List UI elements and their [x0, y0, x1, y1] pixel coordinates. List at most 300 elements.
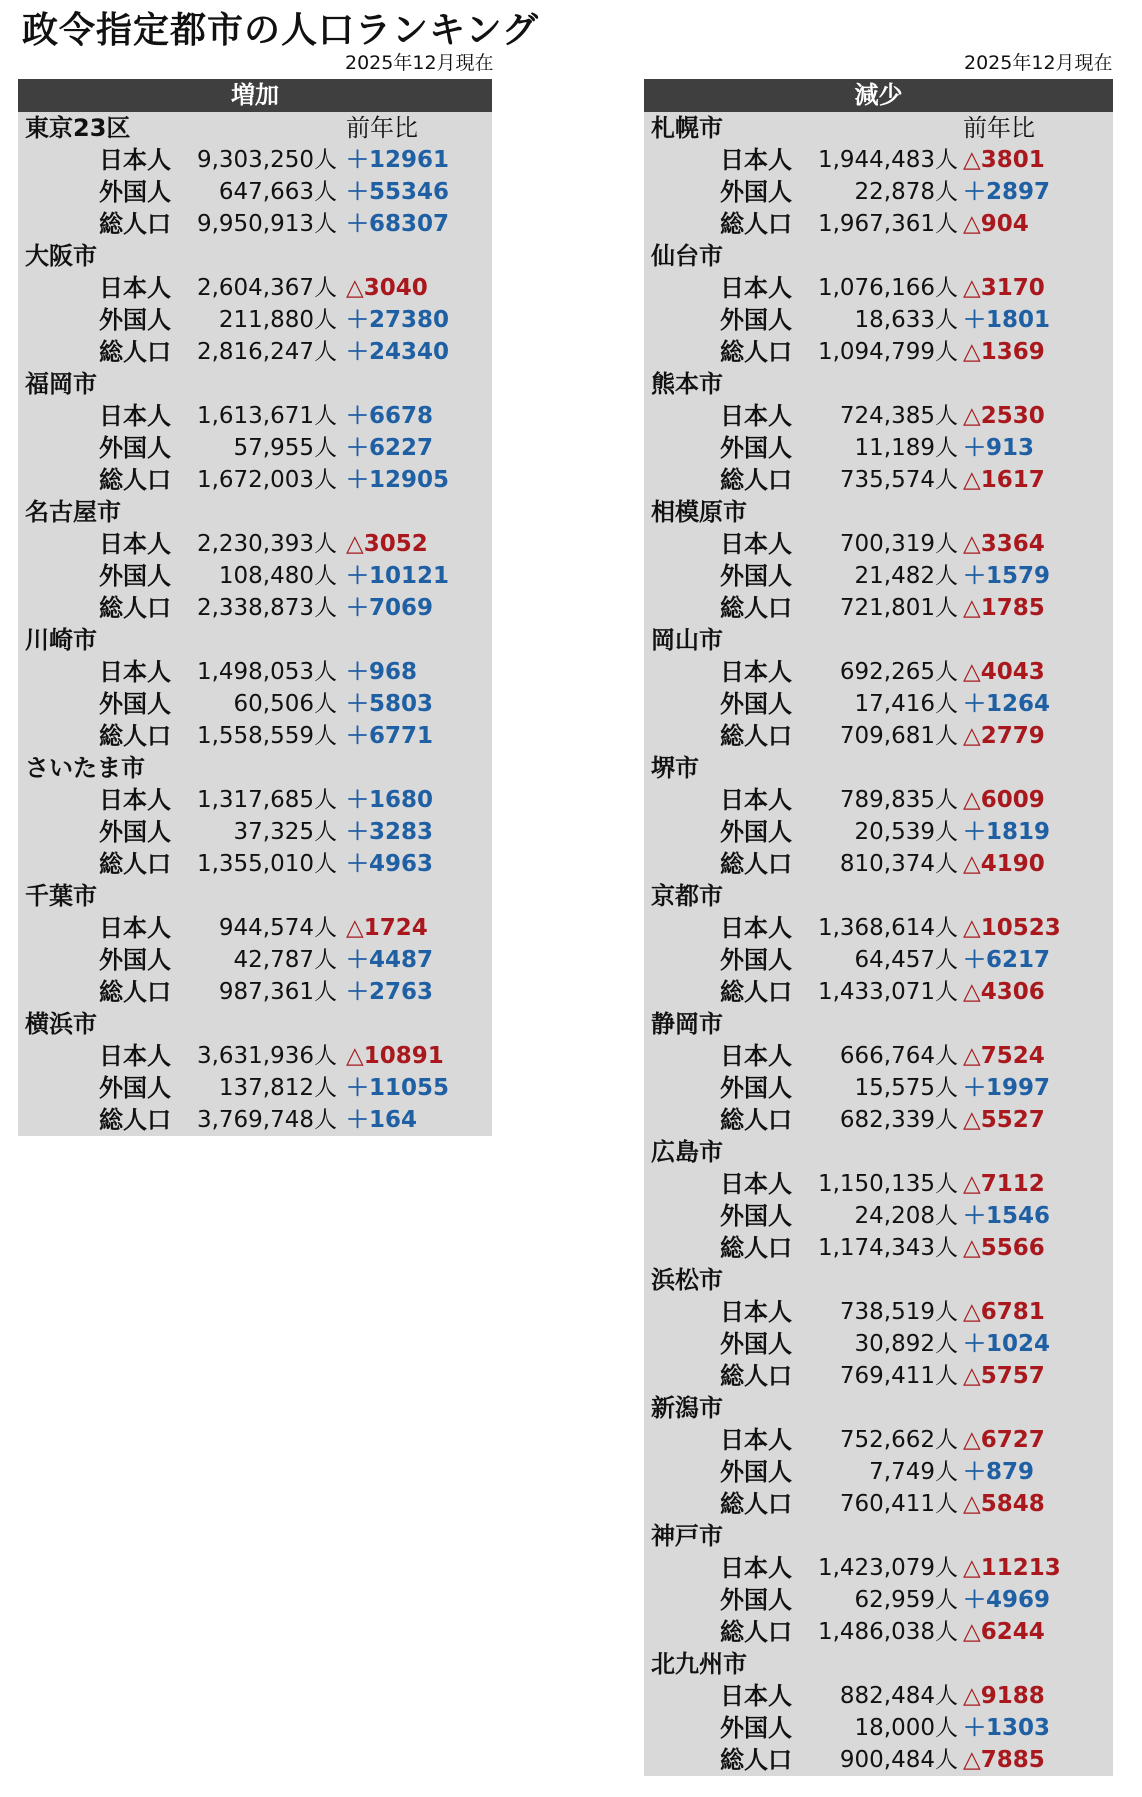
table-row — [644, 1104, 1113, 1136]
city-row — [18, 240, 492, 272]
population-value: 724,385人 — [839, 403, 958, 429]
table-row — [18, 816, 492, 848]
population-value: 60,506人 — [233, 691, 337, 717]
yoy-change: ＋4969 — [963, 1587, 1051, 1613]
yoy-change: △3170 — [963, 275, 1045, 301]
yoy-change: △10891 — [346, 1043, 444, 1069]
table-row — [644, 1040, 1113, 1072]
city-name: 川崎市 — [25, 626, 97, 654]
table-row — [644, 1488, 1113, 1520]
population-value: 789,835人 — [839, 787, 958, 813]
yoy-change: △1785 — [963, 595, 1045, 621]
population-value: 2,816,247人 — [196, 339, 337, 365]
table-row — [18, 208, 492, 240]
population-value: 15,575人 — [854, 1075, 958, 1101]
category-label: 総人口 — [99, 978, 171, 1006]
population-value: 769,411人 — [839, 1363, 958, 1389]
category-label: 日本人 — [99, 402, 171, 430]
table-row — [644, 272, 1113, 304]
yoy-change: △3364 — [963, 531, 1045, 557]
population-value: 987,361人 — [218, 979, 337, 1005]
city-name: 大阪市 — [25, 242, 97, 270]
table-row — [18, 912, 492, 944]
population-value: 1,486,038人 — [817, 1619, 958, 1645]
table-row — [18, 464, 492, 496]
city-row — [644, 1264, 1113, 1296]
yoy-change: △904 — [963, 211, 1029, 237]
category-label: 総人口 — [99, 850, 171, 878]
city-name: 静岡市 — [651, 1010, 723, 1038]
category-label: 総人口 — [720, 1362, 792, 1390]
table-row — [644, 528, 1113, 560]
population-value: 692,265人 — [839, 659, 958, 685]
table-row — [644, 1456, 1113, 1488]
table-row — [644, 592, 1113, 624]
population-value: 752,662人 — [839, 1427, 958, 1453]
yoy-change: ＋164 — [346, 1107, 418, 1133]
increase-table — [18, 112, 492, 1136]
yoy-change: ＋55346 — [346, 179, 450, 205]
category-label: 日本人 — [99, 530, 171, 558]
category-label: 日本人 — [99, 658, 171, 686]
category-label: 総人口 — [720, 722, 792, 750]
yoy-change: ＋6227 — [346, 435, 434, 461]
city-name: 岡山市 — [651, 626, 723, 654]
population-value: 738,519人 — [839, 1299, 958, 1325]
yoy-change: △7885 — [963, 1747, 1045, 1773]
table-row — [18, 432, 492, 464]
population-value: 735,574人 — [839, 467, 958, 493]
city-name: 名古屋市 — [25, 498, 121, 526]
yoy-change: ＋12961 — [346, 147, 450, 173]
category-label: 総人口 — [720, 210, 792, 238]
category-label: 外国人 — [99, 434, 171, 462]
population-value: 1,174,343人 — [817, 1235, 958, 1261]
population-value: 1,368,614人 — [817, 915, 958, 941]
yoy-change: △5848 — [963, 1491, 1045, 1517]
yoy-change: ＋1579 — [963, 563, 1051, 589]
table-row — [644, 784, 1113, 816]
category-label: 日本人 — [720, 1554, 792, 1582]
yoy-change: △1369 — [963, 339, 1045, 365]
table-row — [644, 400, 1113, 432]
yoy-change: △6727 — [963, 1427, 1045, 1453]
yoy-change: ＋68307 — [346, 211, 450, 237]
city-row — [644, 1008, 1113, 1040]
category-label: 日本人 — [99, 1042, 171, 1070]
table-row — [644, 208, 1113, 240]
category-label: 日本人 — [720, 914, 792, 942]
population-value: 22,878人 — [854, 179, 958, 205]
category-label: 外国人 — [99, 306, 171, 334]
yoy-change: △6781 — [963, 1299, 1045, 1325]
yoy-change: ＋2897 — [963, 179, 1051, 205]
table-row — [644, 144, 1113, 176]
city-row — [644, 880, 1113, 912]
table-row — [644, 912, 1113, 944]
yoy-change: ＋879 — [963, 1459, 1035, 1485]
yoy-change: △3052 — [346, 531, 428, 557]
city-name: さいたま市 — [25, 754, 145, 782]
city-row — [18, 880, 492, 912]
category-label: 日本人 — [99, 146, 171, 174]
table-row — [18, 784, 492, 816]
yoy-change: △3801 — [963, 147, 1045, 173]
category-label: 外国人 — [720, 1330, 792, 1358]
table-row — [644, 816, 1113, 848]
population-value: 1,317,685人 — [196, 787, 337, 813]
as-of-date-left: 2025年12月現在 — [345, 52, 494, 74]
yoy-change: ＋1801 — [963, 307, 1051, 333]
population-value: 108,480人 — [218, 563, 337, 589]
population-value: 211,880人 — [218, 307, 337, 333]
table-row — [644, 1680, 1113, 1712]
yoy-change: ＋1997 — [963, 1075, 1051, 1101]
category-label: 外国人 — [99, 818, 171, 846]
table-row — [18, 528, 492, 560]
category-label: 日本人 — [99, 786, 171, 814]
category-label: 外国人 — [99, 178, 171, 206]
population-value: 11,189人 — [854, 435, 958, 461]
category-label: 総人口 — [720, 1234, 792, 1262]
city-row — [18, 368, 492, 400]
city-name: 新潟市 — [651, 1394, 723, 1422]
population-value: 57,955人 — [233, 435, 337, 461]
city-row — [644, 624, 1113, 656]
yoy-column-header: 前年比 — [963, 114, 1035, 142]
population-value: 20,539人 — [854, 819, 958, 845]
yoy-change: △1724 — [346, 915, 428, 941]
population-value: 64,457人 — [854, 947, 958, 973]
city-name: 相模原市 — [651, 498, 747, 526]
table-row — [644, 1584, 1113, 1616]
category-label: 日本人 — [99, 274, 171, 302]
population-value: 1,498,053人 — [196, 659, 337, 685]
population-value: 37,325人 — [233, 819, 337, 845]
category-label: 外国人 — [720, 1586, 792, 1614]
category-label: 外国人 — [720, 1074, 792, 1102]
increase-panel — [18, 79, 492, 1136]
yoy-change: △6244 — [963, 1619, 1045, 1645]
yoy-change: ＋24340 — [346, 339, 450, 365]
city-row — [18, 624, 492, 656]
population-value: 810,374人 — [839, 851, 958, 877]
population-value: 1,076,166人 — [817, 275, 958, 301]
table-row — [644, 464, 1113, 496]
city-name: 神戸市 — [651, 1522, 723, 1550]
yoy-change: ＋1819 — [963, 819, 1051, 845]
yoy-change: ＋6771 — [346, 723, 434, 749]
city-name: 福岡市 — [25, 370, 97, 398]
page-title: 政令指定都市の人口ランキング — [22, 10, 539, 51]
category-label: 日本人 — [720, 274, 792, 302]
yoy-change: △1617 — [963, 467, 1045, 493]
yoy-change: △7524 — [963, 1043, 1045, 1069]
category-label: 外国人 — [720, 306, 792, 334]
table-row — [18, 144, 492, 176]
yoy-change: ＋4487 — [346, 947, 434, 973]
population-value: 2,338,873人 — [196, 595, 337, 621]
city-row — [18, 112, 492, 144]
table-row — [644, 1712, 1113, 1744]
category-label: 外国人 — [720, 434, 792, 462]
category-label: 総人口 — [99, 722, 171, 750]
city-row — [644, 240, 1113, 272]
city-row — [18, 752, 492, 784]
table-row — [18, 848, 492, 880]
population-value: 3,631,936人 — [196, 1043, 337, 1069]
yoy-change: △7112 — [963, 1171, 1045, 1197]
table-row — [18, 720, 492, 752]
table-row — [644, 976, 1113, 1008]
population-value: 18,000人 — [854, 1715, 958, 1741]
city-name: 東京23区 — [25, 114, 131, 142]
decrease-table — [644, 112, 1113, 1776]
category-label: 総人口 — [99, 466, 171, 494]
city-name: 浜松市 — [651, 1266, 723, 1294]
yoy-change: ＋11055 — [346, 1075, 450, 1101]
category-label: 外国人 — [720, 690, 792, 718]
yoy-change: ＋913 — [963, 435, 1035, 461]
table-row — [18, 656, 492, 688]
yoy-change: △5527 — [963, 1107, 1045, 1133]
category-label: 外国人 — [99, 562, 171, 590]
category-label: 総人口 — [99, 1106, 171, 1134]
category-label: 総人口 — [720, 338, 792, 366]
category-label: 総人口 — [99, 338, 171, 366]
city-row — [18, 496, 492, 528]
population-value: 709,681人 — [839, 723, 958, 749]
yoy-change: ＋2763 — [346, 979, 434, 1005]
category-label: 総人口 — [720, 978, 792, 1006]
table-row — [18, 976, 492, 1008]
city-name: 札幌市 — [651, 114, 723, 142]
city-row — [644, 1136, 1113, 1168]
table-row — [644, 688, 1113, 720]
population-value: 1,613,671人 — [196, 403, 337, 429]
decrease-panel — [644, 79, 1113, 1776]
category-label: 総人口 — [720, 1746, 792, 1774]
category-label: 日本人 — [720, 1682, 792, 1710]
population-value: 882,484人 — [839, 1683, 958, 1709]
yoy-change: ＋27380 — [346, 307, 450, 333]
table-row — [18, 304, 492, 336]
table-row — [18, 560, 492, 592]
table-row — [18, 272, 492, 304]
table-row — [644, 560, 1113, 592]
table-row — [644, 1616, 1113, 1648]
table-row — [18, 176, 492, 208]
city-name: 堺市 — [651, 754, 699, 782]
population-value: 9,303,250人 — [196, 147, 337, 173]
population-value: 24,208人 — [854, 1203, 958, 1229]
yoy-change: ＋4963 — [346, 851, 434, 877]
table-row — [644, 848, 1113, 880]
table-row — [644, 176, 1113, 208]
yoy-change: ＋10121 — [346, 563, 450, 589]
category-label: 外国人 — [720, 1202, 792, 1230]
population-value: 1,094,799人 — [817, 339, 958, 365]
category-label: 総人口 — [720, 594, 792, 622]
population-value: 760,411人 — [839, 1491, 958, 1517]
table-row — [18, 688, 492, 720]
city-name: 千葉市 — [25, 882, 97, 910]
city-name: 広島市 — [651, 1138, 723, 1166]
yoy-change: △3040 — [346, 275, 428, 301]
table-row — [18, 336, 492, 368]
yoy-change: ＋1024 — [963, 1331, 1051, 1357]
category-label: 外国人 — [720, 562, 792, 590]
category-label: 外国人 — [720, 178, 792, 206]
population-value: 42,787人 — [233, 947, 337, 973]
population-value: 944,574人 — [218, 915, 337, 941]
yoy-change: ＋7069 — [346, 595, 434, 621]
yoy-change: ＋1303 — [963, 1715, 1051, 1741]
city-name: 北九州市 — [651, 1650, 747, 1678]
table-row — [18, 400, 492, 432]
population-value: 1,150,135人 — [817, 1171, 958, 1197]
yoy-column-header: 前年比 — [346, 114, 418, 142]
category-label: 日本人 — [99, 914, 171, 942]
yoy-change: △4306 — [963, 979, 1045, 1005]
yoy-change: ＋1264 — [963, 691, 1051, 717]
category-label: 外国人 — [720, 946, 792, 974]
city-name: 仙台市 — [651, 242, 723, 270]
table-row — [644, 1424, 1113, 1456]
population-value: 3,769,748人 — [196, 1107, 337, 1133]
population-value: 647,663人 — [218, 179, 337, 205]
population-value: 18,633人 — [854, 307, 958, 333]
category-label: 日本人 — [720, 530, 792, 558]
city-row — [644, 368, 1113, 400]
category-label: 外国人 — [99, 1074, 171, 1102]
category-label: 外国人 — [720, 818, 792, 846]
table-row — [644, 720, 1113, 752]
yoy-change: △11213 — [963, 1555, 1061, 1581]
category-label: 日本人 — [720, 658, 792, 686]
population-value: 137,812人 — [218, 1075, 337, 1101]
category-label: 外国人 — [99, 690, 171, 718]
population-value: 721,801人 — [839, 595, 958, 621]
yoy-change: △10523 — [963, 915, 1061, 941]
category-label: 外国人 — [99, 946, 171, 974]
yoy-change: △5566 — [963, 1235, 1045, 1261]
category-label: 総人口 — [720, 1490, 792, 1518]
category-label: 日本人 — [720, 1298, 792, 1326]
table-row — [18, 1104, 492, 1136]
table-row — [644, 1296, 1113, 1328]
table-row — [644, 336, 1113, 368]
yoy-change: △2779 — [963, 723, 1045, 749]
population-value: 30,892人 — [854, 1331, 958, 1357]
city-row — [644, 1392, 1113, 1424]
population-value: 1,944,483人 — [817, 147, 958, 173]
table-row — [18, 944, 492, 976]
category-label: 日本人 — [720, 1426, 792, 1454]
as-of-date-right: 2025年12月現在 — [964, 52, 1113, 74]
category-label: 日本人 — [720, 786, 792, 814]
category-label: 日本人 — [720, 146, 792, 174]
category-label: 日本人 — [720, 1170, 792, 1198]
yoy-change: ＋6217 — [963, 947, 1051, 973]
city-name: 京都市 — [651, 882, 723, 910]
population-value: 17,416人 — [854, 691, 958, 717]
category-label: 総人口 — [99, 594, 171, 622]
table-row — [644, 1744, 1113, 1776]
category-label: 総人口 — [720, 466, 792, 494]
table-row — [18, 1072, 492, 1104]
population-value: 700,319人 — [839, 531, 958, 557]
category-label: 日本人 — [720, 1042, 792, 1070]
yoy-change: △6009 — [963, 787, 1045, 813]
increase-header: 増加 — [18, 79, 492, 112]
city-row — [644, 752, 1113, 784]
yoy-change: △4190 — [963, 851, 1045, 877]
table-row — [644, 432, 1113, 464]
population-value: 1,423,079人 — [817, 1555, 958, 1581]
population-value: 9,950,913人 — [196, 211, 337, 237]
population-value: 1,967,361人 — [817, 211, 958, 237]
population-value: 2,604,367人 — [196, 275, 337, 301]
yoy-change: ＋1546 — [963, 1203, 1051, 1229]
population-value: 21,482人 — [854, 563, 958, 589]
population-value: 1,433,071人 — [817, 979, 958, 1005]
yoy-change: △4043 — [963, 659, 1045, 685]
city-name: 横浜市 — [25, 1010, 97, 1038]
city-row — [644, 1520, 1113, 1552]
table-row — [644, 1328, 1113, 1360]
yoy-change: ＋1680 — [346, 787, 434, 813]
population-value: 62,959人 — [854, 1587, 958, 1613]
table-row — [18, 592, 492, 624]
category-label: 総人口 — [720, 1106, 792, 1134]
yoy-change: ＋968 — [346, 659, 418, 685]
city-row — [644, 496, 1113, 528]
table-row — [644, 1072, 1113, 1104]
population-value: 666,764人 — [839, 1043, 958, 1069]
city-name: 熊本市 — [651, 370, 723, 398]
table-row — [644, 1200, 1113, 1232]
table-row — [644, 944, 1113, 976]
table-row — [644, 1168, 1113, 1200]
city-row — [644, 1648, 1113, 1680]
yoy-change: △2530 — [963, 403, 1045, 429]
yoy-change: ＋3283 — [346, 819, 434, 845]
table-row — [18, 1040, 492, 1072]
yoy-change: △9188 — [963, 1683, 1045, 1709]
category-label: 日本人 — [720, 402, 792, 430]
category-label: 総人口 — [99, 210, 171, 238]
yoy-change: ＋12905 — [346, 467, 450, 493]
table-row — [644, 1232, 1113, 1264]
population-value: 2,230,393人 — [196, 531, 337, 557]
table-row — [644, 304, 1113, 336]
category-label: 外国人 — [720, 1714, 792, 1742]
category-label: 外国人 — [720, 1458, 792, 1486]
table-row — [644, 1360, 1113, 1392]
yoy-change: ＋5803 — [346, 691, 434, 717]
population-value: 1,558,559人 — [196, 723, 337, 749]
category-label: 総人口 — [720, 850, 792, 878]
population-value: 1,355,010人 — [196, 851, 337, 877]
yoy-change: △5757 — [963, 1363, 1045, 1389]
decrease-header: 減少 — [644, 79, 1113, 112]
city-row — [644, 112, 1113, 144]
population-value: 1,672,003人 — [196, 467, 337, 493]
population-value: 682,339人 — [839, 1107, 958, 1133]
population-value: 900,484人 — [839, 1747, 958, 1773]
yoy-change: ＋6678 — [346, 403, 434, 429]
